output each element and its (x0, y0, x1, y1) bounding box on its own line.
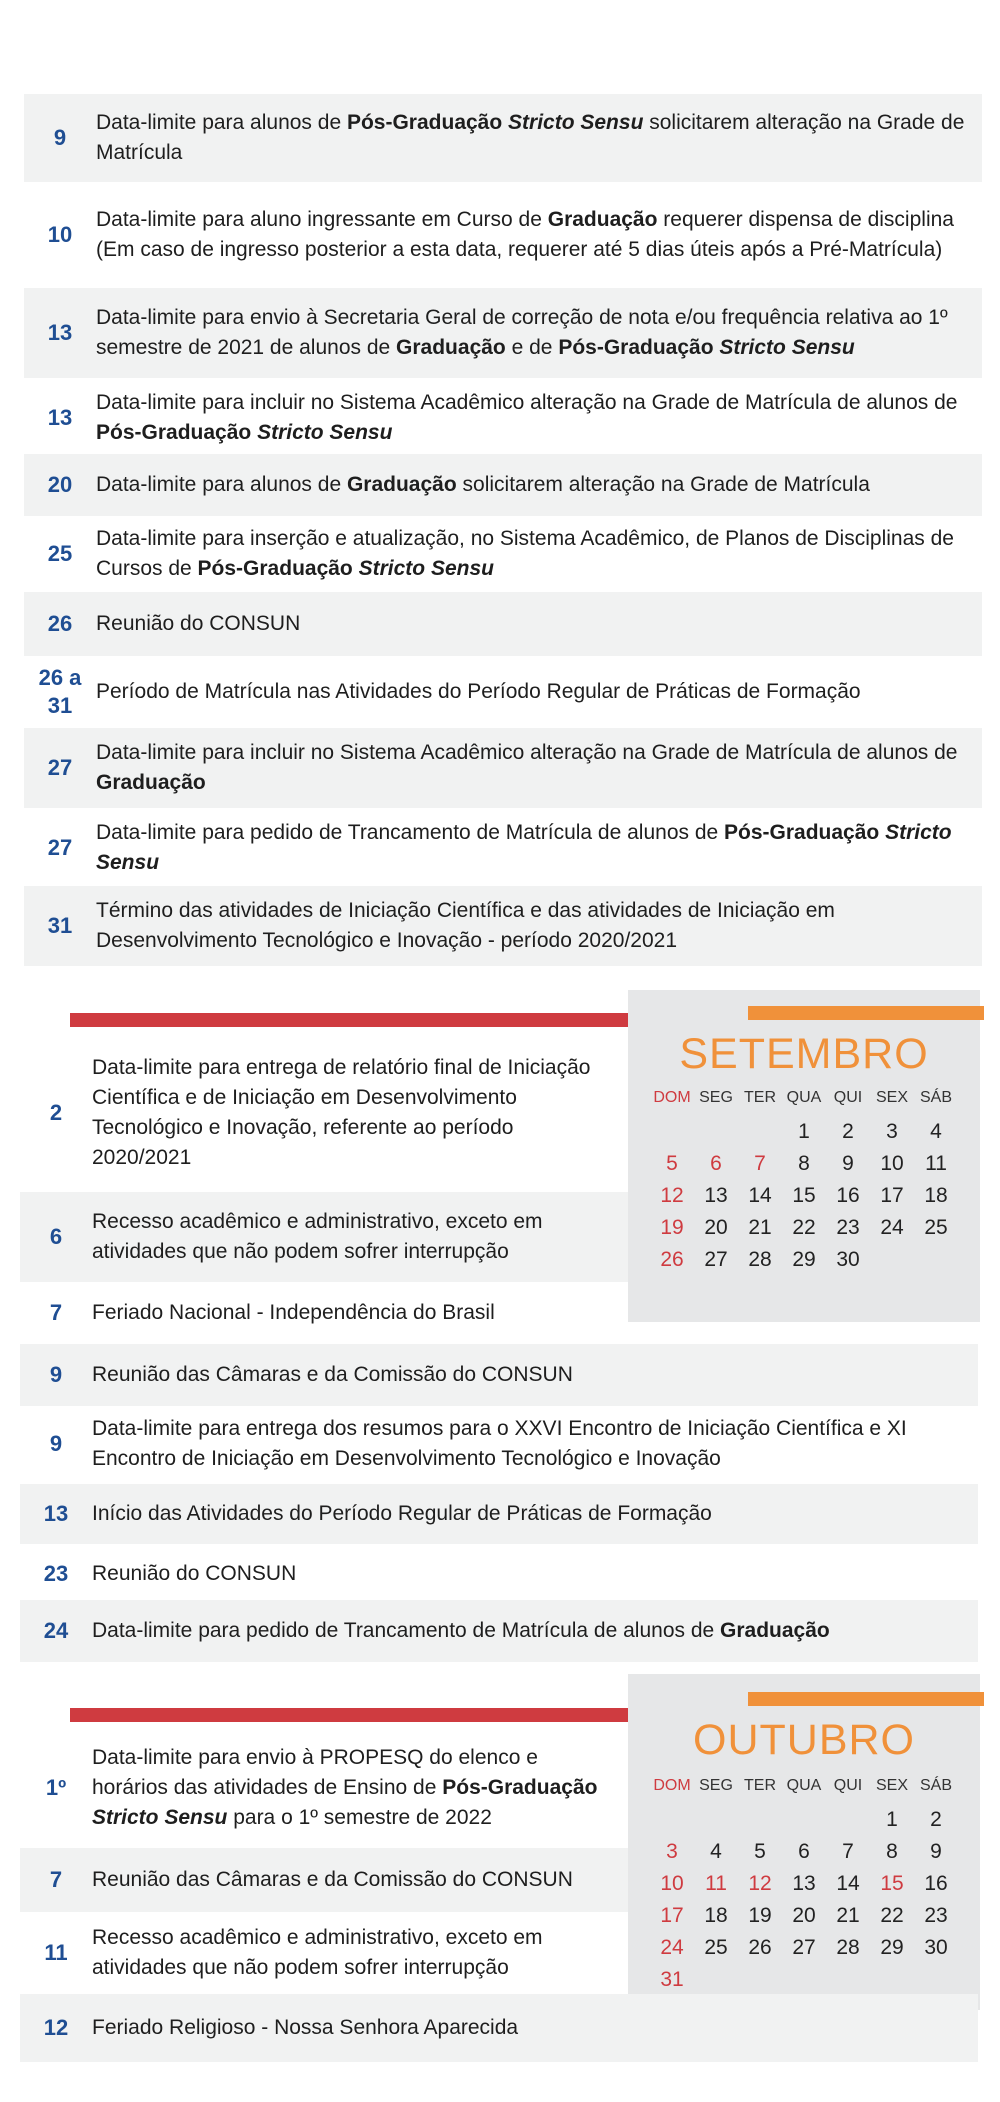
event-row (20, 1484, 978, 1544)
october-calendar-grid (650, 1768, 958, 1996)
calendar-day (650, 1804, 694, 1836)
calendar-day: 27 (792, 1936, 816, 1959)
calendar-day (914, 1964, 958, 1996)
event-row (24, 288, 982, 378)
calendar-day: 16 (836, 1184, 860, 1207)
weekday-header: SEG (699, 1089, 733, 1106)
calendar-day: 20 (704, 1216, 728, 1239)
calendar-day: 29 (880, 1936, 904, 1959)
calendar-day: 16 (924, 1872, 948, 1895)
weekday-header: DOM (653, 1777, 691, 1794)
event-description: Reunião das Câmaras e da Comissão do CONSUN (92, 1363, 573, 1386)
calendar-day: 30 (836, 1248, 860, 1271)
event-description: Data-limite para alunos de Pós-Graduação Stricto Sensu solicitarem alteração na Grade de Matrícula (96, 111, 965, 164)
weekday-header: QUA (786, 1777, 822, 1794)
calendar-day (694, 1964, 738, 1996)
event-row (20, 1546, 978, 1602)
event-description: Término das atividades de Iniciação Científica e das atividades de Iniciação em Desenvolvimento Tecnológico e Inovação - período 2020/2021 (96, 899, 835, 952)
event-day: 12 (43, 2015, 69, 2040)
calendar-day: 29 (792, 1248, 816, 1271)
calendar-day: 30 (924, 1936, 948, 1959)
calendar-day: 10 (880, 1152, 904, 1175)
event-day: 27 (47, 835, 73, 860)
weekday-header: TER (744, 1089, 776, 1106)
calendar-day: 3 (886, 1120, 898, 1143)
event-description: Recesso acadêmico e administrativo, exceto em atividades que não podem sofrer interrupção (92, 1926, 543, 1979)
calendar-day (782, 1964, 826, 1996)
september-calendar-grid (650, 1080, 958, 1276)
section-divider-red (70, 1708, 686, 1722)
event-row (24, 382, 982, 454)
event-row (24, 592, 982, 656)
event-row (20, 1914, 628, 1992)
calendar-day: 10 (660, 1872, 684, 1895)
event-day: 13 (47, 320, 73, 345)
calendar-day: 18 (924, 1184, 948, 1207)
calendar-day: 15 (880, 1872, 904, 1895)
calendar-day: 1 (886, 1808, 898, 1831)
calendar-day: 17 (880, 1184, 904, 1207)
calendar-day: 14 (748, 1184, 772, 1207)
event-description: Feriado Religioso - Nossa Senhora Aparecida (92, 2016, 519, 2039)
calendar-day: 27 (704, 1248, 728, 1271)
event-day: 9 (49, 1362, 63, 1387)
event-description: Início das Atividades do Período Regular de Práticas de Formação (92, 1502, 712, 1525)
event-day: 2 (49, 1100, 63, 1125)
calendar-day (738, 1116, 782, 1148)
event-description: Data-limite para pedido de Trancamento de Matrícula de alunos de Pós-Graduação Stricto Sensu (96, 821, 952, 874)
section-divider-red (70, 1013, 686, 1027)
event-day: 7 (49, 1300, 63, 1325)
event-row (20, 1038, 628, 1188)
event-day: 31 (47, 913, 73, 938)
weekday-header: DOM (653, 1089, 691, 1106)
event-day: 9 (53, 125, 67, 150)
event-day: 13 (43, 1501, 69, 1526)
calendar-day: 6 (798, 1840, 810, 1863)
calendar-day: 15 (792, 1184, 816, 1207)
weekday-header: SEX (875, 1777, 908, 1794)
calendar-day: 18 (704, 1904, 728, 1927)
event-row (24, 518, 982, 590)
calendar-day: 21 (748, 1216, 772, 1239)
calendar-day: 2 (930, 1808, 942, 1831)
event-description: Data-limite para alunos de Graduação solicitarem alteração na Grade de Matrícula (96, 473, 870, 496)
event-description: Reunião do CONSUN (96, 612, 301, 635)
calendar-day (870, 1964, 914, 1996)
event-row (20, 1848, 628, 1912)
event-description: Feriado Nacional - Independência do Brasil (92, 1301, 495, 1324)
calendar-day: 28 (748, 1248, 772, 1271)
calendar-day (694, 1804, 738, 1836)
calendar-day (694, 1116, 738, 1148)
calendar-accent-orange (748, 1692, 984, 1706)
calendar-day: 9 (930, 1840, 942, 1863)
calendar-day: 6 (710, 1152, 722, 1175)
event-description: Data-limite para pedido de Trancamento de Matrícula de alunos de Graduação (92, 1619, 830, 1642)
calendar-day (738, 1964, 782, 1996)
calendar-day (782, 1804, 826, 1836)
calendar-day: 22 (880, 1904, 904, 1927)
calendar-day: 24 (660, 1936, 684, 1959)
september-calendar-title: SETEMBRO (679, 1030, 929, 1078)
event-row (24, 728, 982, 808)
event-row (20, 1406, 978, 1482)
calendar-day: 21 (836, 1904, 860, 1927)
event-row (24, 886, 982, 966)
calendar-day (738, 1804, 782, 1836)
calendar-day: 31 (660, 1968, 684, 1991)
calendar-day (914, 1244, 958, 1276)
event-day: 26 a 31 (38, 665, 82, 718)
calendar-day: 7 (842, 1840, 854, 1863)
calendar-day: 5 (754, 1840, 766, 1863)
calendar-day: 11 (705, 1872, 727, 1895)
event-description: Data-limite para incluir no Sistema Acadêmico alteração na Grade de Matrícula de alunos de Graduação (96, 741, 958, 794)
calendar-day: 5 (666, 1152, 678, 1175)
event-description: Data-limite para envio à Secretaria Geral de correção de nota e/ou frequência relativa ao 1º semestre de 2021 de alunos de Graduação e de Pós-Graduação Stricto Sensu (96, 306, 948, 359)
calendar-day: 4 (710, 1840, 722, 1863)
calendar-day: 25 (704, 1936, 728, 1959)
calendar-day: 8 (798, 1152, 810, 1175)
event-day: 13 (47, 405, 73, 430)
event-row (24, 810, 982, 886)
event-day: 23 (43, 1561, 69, 1586)
weekday-header: SÁB (919, 1089, 952, 1106)
calendar-day: 7 (754, 1152, 766, 1175)
weekday-header: QUI (833, 1777, 863, 1794)
calendar-day: 23 (924, 1904, 948, 1927)
weekday-header: SEX (875, 1089, 908, 1106)
event-row (24, 186, 982, 284)
event-day: 27 (47, 755, 73, 780)
calendar-day (650, 1116, 694, 1148)
weekday-header: SÁB (919, 1777, 952, 1794)
event-description: Data-limite para entrega dos resumos para o XXVI Encontro de Iniciação Científica e XI Encontro de Iniciação em Desenvolvimento Tecnológico e Inovação (92, 1417, 907, 1470)
calendar-day: 19 (748, 1904, 772, 1927)
weekday-header: QUI (833, 1089, 863, 1106)
event-day: 1º (45, 1775, 67, 1800)
event-description: Período de Matrícula nas Atividades do Período Regular de Práticas de Formação (96, 680, 861, 703)
event-day: 10 (47, 222, 73, 247)
calendar-accent-orange (748, 1006, 984, 1020)
weekday-header: SEG (699, 1777, 733, 1794)
calendar-day: 19 (660, 1216, 684, 1239)
event-day: 6 (49, 1224, 63, 1249)
calendar-day: 20 (792, 1904, 816, 1927)
calendar-day (826, 1804, 870, 1836)
october-calendar-title: OUTUBRO (693, 1716, 915, 1764)
event-day: 9 (49, 1431, 63, 1456)
calendar-day: 26 (660, 1248, 684, 1271)
event-description: Recesso acadêmico e administrativo, exceto em atividades que não podem sofrer interrupção (92, 1210, 543, 1263)
calendar-day: 12 (660, 1184, 684, 1207)
calendar-day (870, 1244, 914, 1276)
calendar-day: 22 (792, 1216, 816, 1239)
event-row (20, 1730, 628, 1846)
weekday-header: TER (744, 1777, 776, 1794)
calendar-day: 25 (924, 1216, 948, 1239)
calendar-day: 12 (748, 1872, 772, 1895)
calendar-day: 24 (880, 1216, 904, 1239)
calendar-day: 1 (798, 1120, 810, 1143)
calendar-day: 28 (836, 1936, 860, 1959)
event-row (20, 1600, 978, 1662)
event-description: Data-limite para aluno ingressante em Curso de Graduação requerer dispensa de disciplina (Em caso de ingresso posterior a esta data, requerer até 5 dias úteis após a Pré-Matrícula) (96, 208, 954, 261)
calendar-day: 17 (660, 1904, 684, 1927)
event-description: Reunião das Câmaras e da Comissão do CONSUN (92, 1868, 573, 1891)
event-day: 7 (49, 1867, 63, 1892)
calendar-day: 11 (925, 1152, 947, 1175)
calendar-day: 9 (842, 1152, 854, 1175)
event-row (24, 94, 982, 182)
event-row (20, 1284, 628, 1342)
calendar-day: 4 (930, 1120, 942, 1143)
event-row (24, 656, 982, 728)
event-row (24, 454, 982, 516)
calendar-day: 2 (842, 1120, 854, 1143)
calendar-day: 26 (748, 1936, 772, 1959)
event-row (20, 1192, 628, 1282)
event-day: 24 (43, 1618, 69, 1643)
event-day: 11 (44, 1940, 68, 1965)
event-day: 25 (47, 541, 73, 566)
calendar-day: 13 (704, 1184, 728, 1207)
event-day: 26 (47, 611, 73, 636)
calendar-day: 3 (666, 1840, 678, 1863)
calendar-day: 23 (836, 1216, 860, 1239)
event-description: Data-limite para entrega de relatório final de Iniciação Científica e de Iniciação em Desenvolvimento Tecnológico e Inovação, referente ao período 2020/2021 (92, 1056, 591, 1169)
event-description: Data-limite para envio à PROPESQ do elenco e horários das atividades de Ensino de Pós-Graduação Stricto Sensu para o 1º semestre de 2022 (92, 1746, 598, 1829)
event-description: Data-limite para incluir no Sistema Acadêmico alteração na Grade de Matrícula de alunos de Pós-Graduação Stricto Sensu (96, 391, 958, 444)
calendar-day: 13 (792, 1872, 816, 1895)
calendar-day: 8 (886, 1840, 898, 1863)
event-description: Data-limite para inserção e atualização, no Sistema Acadêmico, de Planos de Disciplinas de Cursos de Pós-Graduação Stricto Sensu (96, 527, 954, 580)
calendar-day (826, 1964, 870, 1996)
event-description: Reunião do CONSUN (92, 1562, 297, 1585)
weekday-header: QUA (786, 1089, 822, 1106)
event-row (20, 1344, 978, 1406)
calendar-day: 14 (836, 1872, 860, 1895)
event-day: 20 (47, 472, 73, 497)
event-row (20, 1994, 978, 2062)
